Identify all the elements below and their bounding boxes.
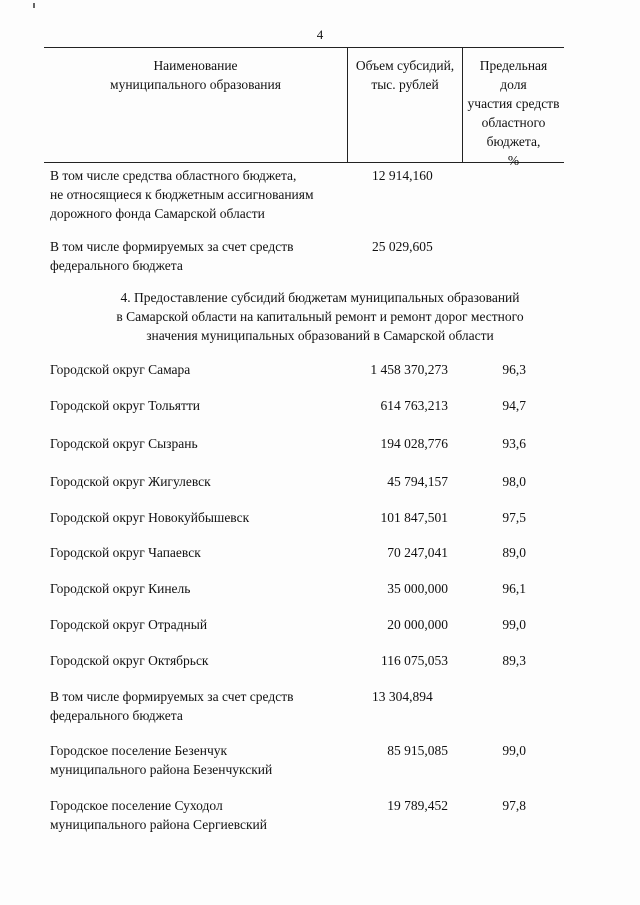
row-share: 89,3 [502, 653, 526, 668]
row-amount: 101 847,501 [380, 510, 448, 525]
header-col-share [463, 48, 564, 168]
scan-mark [33, 3, 35, 8]
row-name: В том числе формируемых за счет средств федерального бюджета [50, 689, 294, 723]
row-name: Городской округ Жигулевск [50, 474, 211, 489]
header-col-share-label: Предельная доля участия средств областного бюджета, % [467, 58, 560, 168]
row-amount: 20 000,000 [387, 617, 448, 632]
row-name: Городской округ Отрадный [50, 617, 208, 632]
row-share: 96,3 [502, 362, 526, 377]
page-number: 4 [316, 27, 324, 42]
row-name: Городское поселение Безенчук муниципального района Безенчукский [50, 743, 273, 777]
row-amount: 13 304,894 [372, 689, 433, 704]
row-name: Городской округ Новокуйбышевск [50, 510, 250, 525]
row-amount: 85 915,085 [387, 743, 448, 758]
row-name: Городской округ Сызрань [50, 436, 198, 451]
row-amount: 45 794,157 [387, 474, 448, 489]
row-amount: 70 247,041 [387, 545, 448, 560]
row-amount: 19 789,452 [387, 798, 448, 813]
row-name: В том числе средства областного бюджета, не относящиеся к бюджетным ассигнованиям дорожного фонда Самарской области [50, 168, 314, 221]
row-name: Городской округ Октябрьск [50, 653, 209, 668]
row-amount: 12 914,160 [372, 168, 433, 183]
row-name: Городской округ Тольятти [50, 398, 201, 413]
row-share: 94,7 [502, 398, 526, 413]
header-col-amount-label: Объем субсидий, тыс. рублей [355, 58, 455, 92]
table-header [44, 47, 564, 168]
row-amount: 35 000,000 [387, 581, 448, 596]
row-share: 97,5 [502, 510, 526, 525]
row-share: 97,8 [502, 798, 526, 813]
header-col-amount [348, 48, 463, 162]
header-col-name-label: Наименование муниципального образования [110, 58, 281, 92]
row-share: 96,1 [502, 581, 526, 596]
header-col-name [44, 48, 348, 162]
row-amount: 116 075,053 [381, 653, 448, 668]
row-amount: 1 458 370,273 [370, 362, 448, 377]
row-amount: 194 028,776 [380, 436, 448, 451]
section-title: 4. Предоставление субсидий бюджетам муниципальных образований в Самарской области на капитальный ремонт и ремонт дорог местного значения муниципальных образований в Самарской области [116, 290, 524, 343]
row-amount: 614 763,213 [380, 398, 448, 413]
row-name: Городской округ Чапаевск [50, 545, 201, 560]
row-share: 99,0 [502, 617, 526, 632]
row-share: 99,0 [502, 743, 526, 758]
row-share: 98,0 [502, 474, 526, 489]
row-amount: 25 029,605 [372, 239, 433, 254]
row-name: Городское поселение Суходол муниципального района Сергиевский [50, 798, 267, 832]
row-name: В том числе формируемых за счет средств федерального бюджета [50, 239, 294, 273]
row-share: 89,0 [502, 545, 526, 560]
row-share: 93,6 [502, 436, 526, 451]
row-name: Городской округ Кинель [50, 581, 191, 596]
row-name: Городской округ Самара [50, 362, 191, 377]
